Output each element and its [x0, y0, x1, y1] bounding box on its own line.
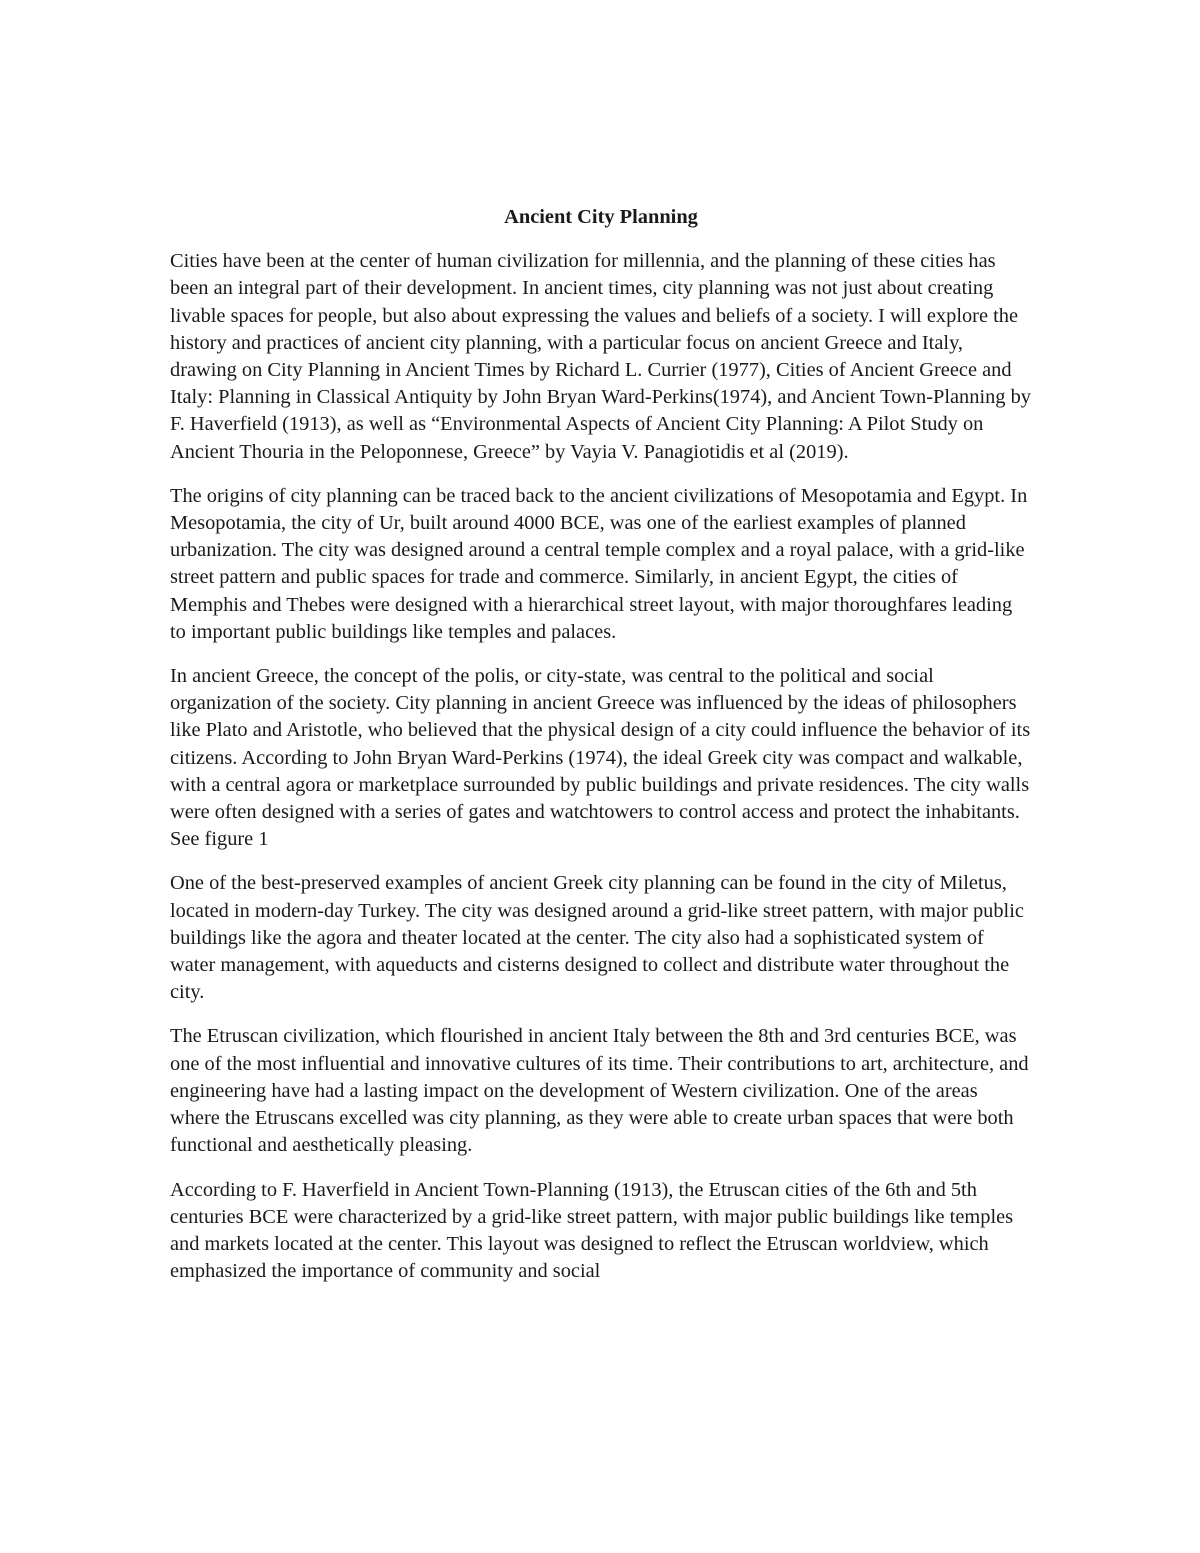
document-body: [170, 204, 1032, 1302]
paragraph-introduction: Cities have been at the center of human civilization for millennia, and the planning of these cities has been an integral part of their development. In ancient times, city planning was not just about creating livable spaces for people, but also about expressing the values and beliefs of a society. I will explore the history and practices of ancient city planning, with a particular focus on ancient Greece and Italy, drawing on City Planning in Ancient Times by Richard L. Currier (1977), Cities of Ancient Greece and Italy: Planning in Classical Antiquity by John Bryan Ward-Perkins(1974), and Ancient Town-Planning by F. Haverfield (1913), as well as “Environmental Aspects of Ancient City Planning: A Pilot Study on Ancient Thouria in the Peloponnese, Greece” by Vayia V. Panagiotidis et al (2019).: [170, 250, 1031, 463]
paragraph-haverfield: According to F. Haverfield in Ancient Town-Planning (1913), the Etruscan cities of the 6th and 5th centuries BCE were characterized by a grid-like street pattern, with major public buildings like temples and markets located at the center. This layout was designed to reflect the Etruscan worldview, which emphasized the importance of community and social: [170, 1178, 1014, 1283]
paragraph-miletus: One of the best-preserved examples of ancient Greek city planning can be found in the city of Miletus, located in modern-day Turkey. The city was designed around a grid-like street pattern, with major public buildings like the agora and theater located at the center. The city also had a sophisticated system of water management, with aqueducts and cisterns designed to collect and distribute water throughout the city.: [170, 872, 1024, 1004]
paragraph-origins: The origins of city planning can be traced back to the ancient civilizations of Mesopotamia and Egypt. In Mesopotamia, the city of Ur, built around 4000 BCE, was one of the earliest examples of planned urbanization. The city was designed around a central temple complex and a royal palace, with a grid-like street pattern and public spaces for trade and commerce. Similarly, in ancient Egypt, the cities of Memphis and Thebes were designed with a hierarchical street layout, with major thoroughfares leading to important public buildings like temples and palaces.: [170, 484, 1028, 643]
document-title: Ancient City Planning: [504, 206, 698, 228]
paragraph-ancient-greece: In ancient Greece, the concept of the polis, or city-state, was central to the political and social organization of the society. City planning in ancient Greece was influenced by the ideas of philosophers like Plato and Aristotle, who believed that the physical design of a city could influence the behavior of its citizens. According to John Bryan Ward-Perkins (1974), the ideal Greek city was compact and walkable, with a central agora or marketplace surrounded by public buildings and private residences. The city walls were often designed with a series of gates and watchtowers to control access and protect the inhabitants. See figure 1: [170, 665, 1031, 851]
paragraph-etruscan: The Etruscan civilization, which flourished in ancient Italy between the 8th and 3rd centuries BCE, was one of the most influential and innovative cultures of its time. Their contributions to art, architecture, and engineering have had a lasting impact on the development of Western civilization. One of the areas where the Etruscans excelled was city planning, as they were able to create urban spaces that were both functional and aesthetically pleasing.: [170, 1025, 1029, 1157]
